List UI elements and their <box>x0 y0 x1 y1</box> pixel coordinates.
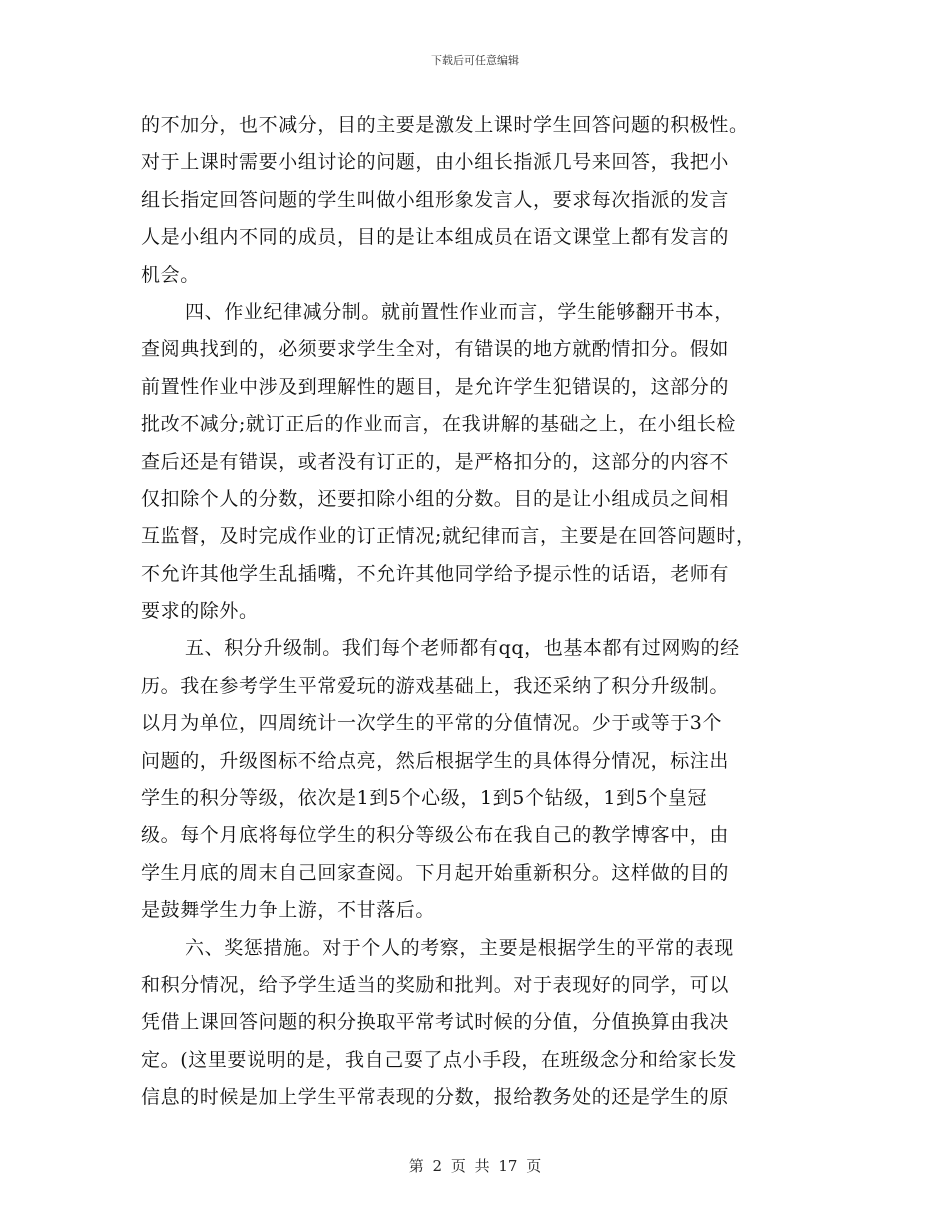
text-line: 仅扣除个人的分数，还要扣除小组的分数。目的是让小组成员之间相 <box>141 487 730 510</box>
text-line: 批改不减分;就订正后的作业而言，在我讲解的基础之上，在小组长检 <box>141 413 737 436</box>
text-line: 级。每个月底将每位学生的积分等级公布在我自己的教学博客中，由 <box>141 824 730 847</box>
text-line: 人是小组内不同的成员，目的是让本组成员在语文课堂上都有发言的 <box>141 226 730 249</box>
text-line: 要求的除外。 <box>141 600 259 623</box>
text-line: 学生的积分等级，依次是1到5个心级，1到5个钻级，1到5个皇冠 <box>141 787 708 810</box>
text-line: 组长指定回答问题的学生叫做小组形象发言人，要求每次指派的发言 <box>141 188 730 211</box>
text-line: 历。我在参考学生平常爱玩的游戏基础上，我还采纳了积分升级制。 <box>141 674 730 697</box>
page-header-note: 下载后可任意编辑 <box>431 54 519 67</box>
text-line: 机会。 <box>141 263 200 286</box>
text-line: 以月为单位，四周统计一次学生的平常的分值情况。少于或等于3个 <box>141 712 723 735</box>
text-line: 问题的，升级图标不给点亮，然后根据学生的具体得分情况，标注出 <box>141 749 730 772</box>
text-line: 学生月底的周末自己回家查阅。下月起开始重新积分。这样做的目的 <box>141 861 730 884</box>
text-line: 的不加分，也不减分，目的主要是激发上课时学生回答问题的积极性。 <box>141 114 749 136</box>
paragraph-heading-four: 四、作业纪律减分制。就前置性作业而言，学生能够翻开书本， <box>185 300 734 323</box>
text-line: 查后还是有错误，或者没有订正的，是严格扣分的，这部分的内容不 <box>141 450 730 473</box>
text-line: 凭借上课回答问题的积分换取平常考试时候的分值，分值换算由我决 <box>141 1011 730 1034</box>
page-number: 第 2 页 共 17 页 <box>408 1157 542 1175</box>
text-line: 查阅典找到的，必须要求学生全对，有错误的地方就酌情扣分。假如 <box>141 338 730 361</box>
text-line: 和积分情况，给予学生适当的奖励和批判。对于表现好的同学，可以 <box>141 973 730 996</box>
text-line: 信息的时候是加上学生平常表现的分数，报给教务处的还是学生的原 <box>141 1086 730 1109</box>
paragraph-heading-five: 五、积分升级制。我们每个老师都有qq，也基本都有过网购的经 <box>185 637 740 660</box>
text-line: 是鼓舞学生力争上游，不甘落后。 <box>141 899 436 922</box>
paragraph-heading-six: 六、奖惩措施。对于个人的考察，主要是根据学生的平常的表现 <box>185 936 734 959</box>
text-line: 互监督，及时完成作业的订正情况;就纪律而言，主要是在回答问题时， <box>141 525 756 548</box>
text-line: 前置性作业中涉及到理解性的题目，是允许学生犯错误的，这部分的 <box>141 375 730 398</box>
text-line: 定。(这里要说明的是，我自己耍了点小手段，在班级念分和给家长发 <box>141 1048 738 1071</box>
text-line: 不允许其他学生乱插嘴，不允许其他同学给予提示性的话语，老师有 <box>141 562 730 585</box>
text-line: 对于上课时需要小组讨论的问题，由小组长指派几号来回答，我把小 <box>141 151 730 174</box>
document-body <box>141 107 821 1117</box>
